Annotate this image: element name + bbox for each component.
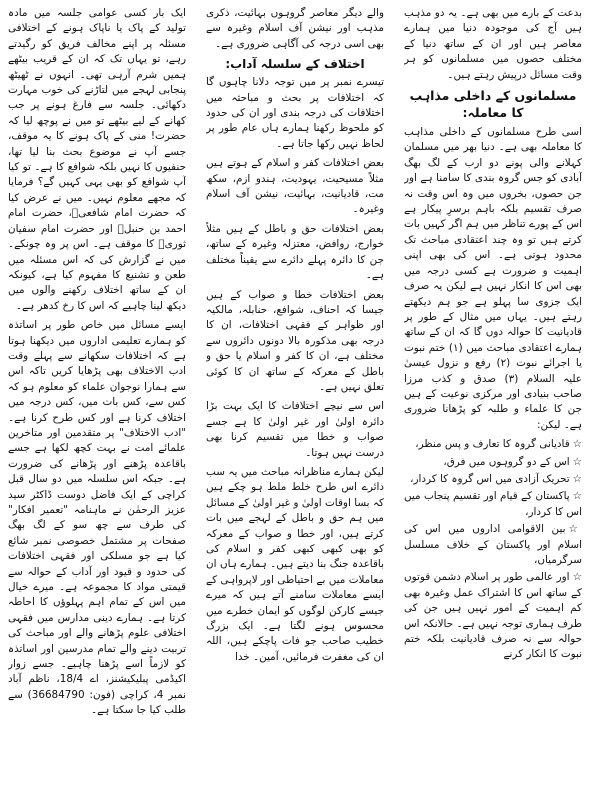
section-heading: مسلمانوں کے داخلی مذاہب کا معاملہ: bbox=[409, 88, 577, 121]
paragraph: والے دیگر معاصر گروہوں بہائیت، ذکری مذہب اور نیشن آف اسلام وغیرہ سے بھی اسی درجہ کی آگاہی ضروری ہے۔ bbox=[206, 7, 384, 50]
paragraph: بعض اختلافات خطا و صواب کے ہیں جیسا کہ احناف، شوافع، حنابلہ، مالکیہ اور ظواہر کے فقہی اختلافات، ان کا درجہ بھی مذکورہ بالا دونوں دائروں سے مختلف ہے، ان کا کفر و اسلام یا حق و باطل کے معرکہ کے ساتھ ان کا کوئی تعلق نہیں ہے۔ bbox=[206, 288, 384, 393]
paragraph: اس سے نیچے اختلافات کا ایک بہت بڑا دائرہ اولیٰ اور غیر اولیٰ کا ہے جسے صواب و خطا میں تقسیم کرنا بھی درست نہیں ہوتا۔ bbox=[206, 400, 384, 459]
column-left bbox=[8, 6, 186, 782]
column-right bbox=[404, 6, 582, 782]
paragraph: ایک بار کسی عوامی جلسہ میں مادہ تولید کے پاک یا ناپاک ہونے کے اختلافی مسئلہ پر اپنے مخالف فریق کو رگیدتے رہے، تو یہاں تک کہ ان کے قریب بیٹھے ہمیں شرم آرہی تھی۔ انہوں نے ٹھیٹھ پنجابی لہجے میں لتاڑنے کی خوب مہارت دکھائی۔ جلسہ سے فارغ ہونے پر جب کھانے کے لیے بیٹھے تو میں نے پوچھ لیا کہ حضرت! منی کے پاک ہونے کا یہ موقف، جسے آپ نے موضوع بحث بنا لیا تھا، حنفیوں کا نہیں بلکہ شوافع کا ہے۔ تو کیا آپ شوافع کو بھی یہی کہیں گے؟ فرمایا کہ مجھے معلوم نہیں۔ میں نے عرض کیا کہ حضرت امام شافعیؒ، حضرت امام احمد بن حنبلؒ اور حضرت امام سفیان ثوریؒ کا موقف ہے۔ اس پر وہ چونکے۔ میں نے گزارش کی کہ اس مسئلہ میں طعن و تشنیع کا مفہوم کیا ہے، کیونکہ ان کے ساتھ اختلاف رکھنے والوں میں دیکھ لینا چاہیے کہ اس کا رخ کدھر ہے۔ bbox=[8, 7, 186, 312]
paragraph: لیکن ہمارے مناظرانہ مباحث میں یہ سب دائرے اس طرح خلط ملط ہو چکے ہیں کہ بسا اوقات اولیٰ و غیر اولیٰ کے مسائل میں ہم حق و باطل کے لہجے میں بات کرتے ہیں، اور خطا و صواب کے معرکہ کو بھی کبھی کبھی کفر و اسلام کی باقاعدہ جنگ بنا دیتے ہیں۔ ہمارے ہاں ان معاملات میں بے احتیاطی اور لاپرواہی کے ایسے معاملات سامنے آتے ہیں کہ میرے جیسے کارکن لوگوں کو ایمان خطرے میں محسوس ہونے لگتا ہے۔ ایک بزرگ خطیب صاحب جو فات پاچکے ہیں، اللہ ان کی مغفرت فرمائیں، آمین۔ خدا bbox=[206, 465, 384, 663]
star-icon: ☆ bbox=[572, 438, 582, 451]
star-icon: ☆ bbox=[572, 472, 582, 485]
paragraph: بعض اختلافات حق و باطل کے ہیں مثلاً خوارج، روافض، معتزلہ وغیرہ کے ساتھ، جن کا دائرہ پہلے دائرے سے یقیناً مختلف ہے۔ bbox=[206, 222, 384, 282]
paragraph: اسی طرح مسلمانوں کے داخلی مذاہب کا معاملہ بھی ہے۔ دنیا بھر میں مسلمان کہلانے والی پونے دو ارب کے لگ بھگ آبادی کو جس گروہ بندی کا سامنا ہے اور جن حصوں، بخروں میں وہ اس وقت نہ صرف تقسیم بلکہ باہم برسرِ پیکار ہے اس کے پورے تناظر میں ہم اگر کہیں بات کرتے ہیں تو وہ چند اعتقادی مباحث تک محدود ہوتی ہے۔ اس کی بھی اپنی اہمیت و ضرورت ہے کسی درجہ میں بھی اس کا انکار نہیں ہے لیکن یہ صرف ایک جزوی سا پہلو ہے جو ہم دیکھتے رہتے ہیں۔ یہاں میں مثال کے طور پر قادیانیت کا حوالہ دوں گا کہ ان کے ساتھ ہمارے اعتقادی مباحث میں (۱) ختم نبوت یا اجرائے نبوت (۲) رفع و نزول عیسیٰ علیہ السلام (۳) صدق و کذب مرزا صاحب بنیادی اور مرکزی نوعیت کے ہیں جن کا علماء و طلبہ کو پڑھانا ضروری ہے۔ لیکن: bbox=[404, 126, 582, 431]
list-item: ☆اور عالمی طور پر اسلام دشمن قوتوں کے ساتھ اس کا اشتراک عمل وغیرہ بھی کم اہمیت کے امور نہیں ہیں جن کی طرف ہماری توجہ نہیں ہے۔ حالانکہ اس حوالہ سے نہ صرف قادیانیت بلکہ ختم نبوت کا انکار کرنے bbox=[404, 571, 582, 661]
star-icon: ☆ bbox=[568, 523, 582, 536]
paragraph: بعض اختلافات کفر و اسلام کے ہوتے ہیں مثلاً مسیحیت، یہودیت، ہندو ازم، سکھ مت، قادیانیت، بہائیت، نیشن آف اسلام وغیرہ۔ bbox=[206, 157, 384, 216]
paragraph: ایسے مسائل میں خاص طور پر اساتذہ کو ہمارے تعلیمی اداروں میں دیکھنا ہوتا ہے کہ اختلافات سکھانے سے پہلے وقت ادب الاختلاف بھی پڑھایا کریں تاکہ اس سے ہمارا نوجوان علماء کو معلوم ہو کہ کس سے، کس بات میں، کس درجہ میں اختلاف کرنا ہے اور کس طرح کرنا ہے۔ "ادب الاختلاف" پر متقدمین اور متاخرین علمائے امت نے بہت کچھ لکھا ہے جسے باقاعدہ پڑھنے اور پڑھانے کی ضرورت ہے۔ جبکہ اس سلسلہ میں دو سال قبل کراچی کے ایک فاضل دوست ڈاکٹر سید عزیز الرحمٰن نے ماہنامہ "تعمیر افکار" کی طرف سے چھ سو کے لگ بھگ صفحات پر مشتمل خصوصی نمبر شائع کیا ہے جو مسلکی اور فقہی اختلافات کی حدود و قیود اور آداب کے حوالہ سے قیمتی مواد کا مجموعہ ہے۔ میرے خیال میں اس کے تمام اہم پہلوؤں کا احاطہ کرتا ہے۔ ہمارے دینی مدارس میں فقہی اختلافی علوم پڑھانے والے اور مباحث کی تربیت دینے والے تمام مدرسین اور اساتذہ کو لازماً اسے پڑھنا چاہیے۔ جسے زوار اکیڈمی پبلیکیشنز، اے 18/4، ناظم آباد نمبر 4، کراچی (فون: 36684790) سے طلب کیا جا سکتا ہے۔ bbox=[8, 319, 186, 717]
list-item: ☆اس کے دو گروہوں میں فرق، bbox=[443, 455, 582, 468]
star-icon: ☆ bbox=[572, 455, 582, 468]
section-heading: اختلاف کے سلسلہ آداب: bbox=[225, 57, 365, 72]
list-item: ☆تحریک آزادی میں اس گروہ کا کردار، bbox=[410, 472, 582, 485]
star-icon: ☆ bbox=[572, 571, 582, 584]
document-page bbox=[8, 6, 582, 782]
star-icon: ☆ bbox=[572, 490, 582, 503]
list-item: ☆پاکستان کے قیام اور تقسیم پنجاب میں اس کا کردار، bbox=[404, 490, 582, 518]
list-item: ☆قادیانی گروہ کا تعارف و پس منظر، bbox=[415, 438, 582, 451]
list-item: ☆بین الاقوامی اداروں میں اس کی اسلام اور پاکستان کے خلاف مسلسل سرگرمیاں، bbox=[404, 523, 582, 566]
bullet-list bbox=[404, 437, 582, 663]
column-middle bbox=[206, 6, 384, 782]
paragraph: بدعت کے بارے میں بھی ہے۔ یہ دو مذہب ہیں آج کی موجودہ دنیا میں ہمارے معاصر ہیں اور ان کے ساتھ دنیا کے مختلف حصوں میں مسلمانوں کو ہر وقت مسائل درپیش رہتے ہیں۔ bbox=[404, 7, 582, 81]
paragraph: تیسرے نمبر پر میں توجہ دلانا چاہوں گا کہ اختلافات پر بحث و مباحثہ میں اختلافات کی درجہ بندی اور ان کی حدود کو ملحوظ رکھنا ہمارے ہاں عام طور پر لحاظ نہیں رکھا جاتا ہے۔ bbox=[206, 76, 384, 150]
